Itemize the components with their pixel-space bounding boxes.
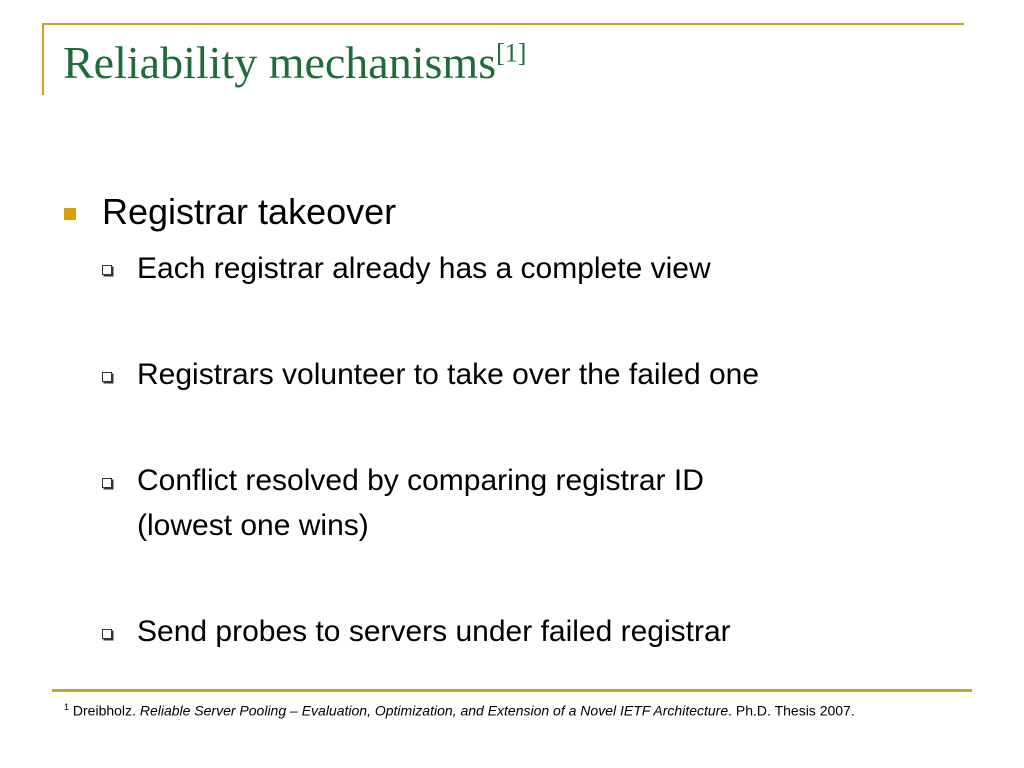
slide-title-text: Reliability mechanisms bbox=[63, 37, 497, 88]
subbullet-conflict-line1: Conflict resolved by comparing registrar ID bbox=[137, 464, 704, 497]
hollow-square-bullet-icon bbox=[102, 629, 112, 639]
hollow-square-bullet-icon bbox=[102, 265, 112, 275]
footnote-number: 1 bbox=[64, 702, 70, 712]
footnote bbox=[64, 698, 855, 720]
subbullet-complete-view: Each registrar already has a complete view bbox=[137, 252, 711, 285]
footnote-separator bbox=[52, 689, 972, 692]
square-bullet-icon bbox=[64, 208, 76, 220]
hollow-square-bullet-icon bbox=[102, 478, 112, 488]
bullet-registrar-takeover: Registrar takeover bbox=[102, 191, 397, 232]
subbullet-send-probes: Send probes to servers under failed registrar bbox=[137, 615, 731, 648]
footnote-suffix: . Ph.D. Thesis 2007. bbox=[728, 702, 855, 719]
subbullet-conflict-line2: (lowest one wins) bbox=[137, 509, 369, 542]
slide-title-reference: [1] bbox=[496, 38, 527, 68]
footnote-work-title: Reliable Server Pooling – Evaluation, Optimization, and Extension of a Novel IETF Architecture bbox=[139, 702, 729, 719]
subbullet-volunteer: Registrars volunteer to take over the failed one bbox=[137, 358, 760, 391]
footnote-author: Dreibholz. bbox=[72, 702, 136, 719]
hollow-square-bullet-icon bbox=[102, 372, 112, 382]
